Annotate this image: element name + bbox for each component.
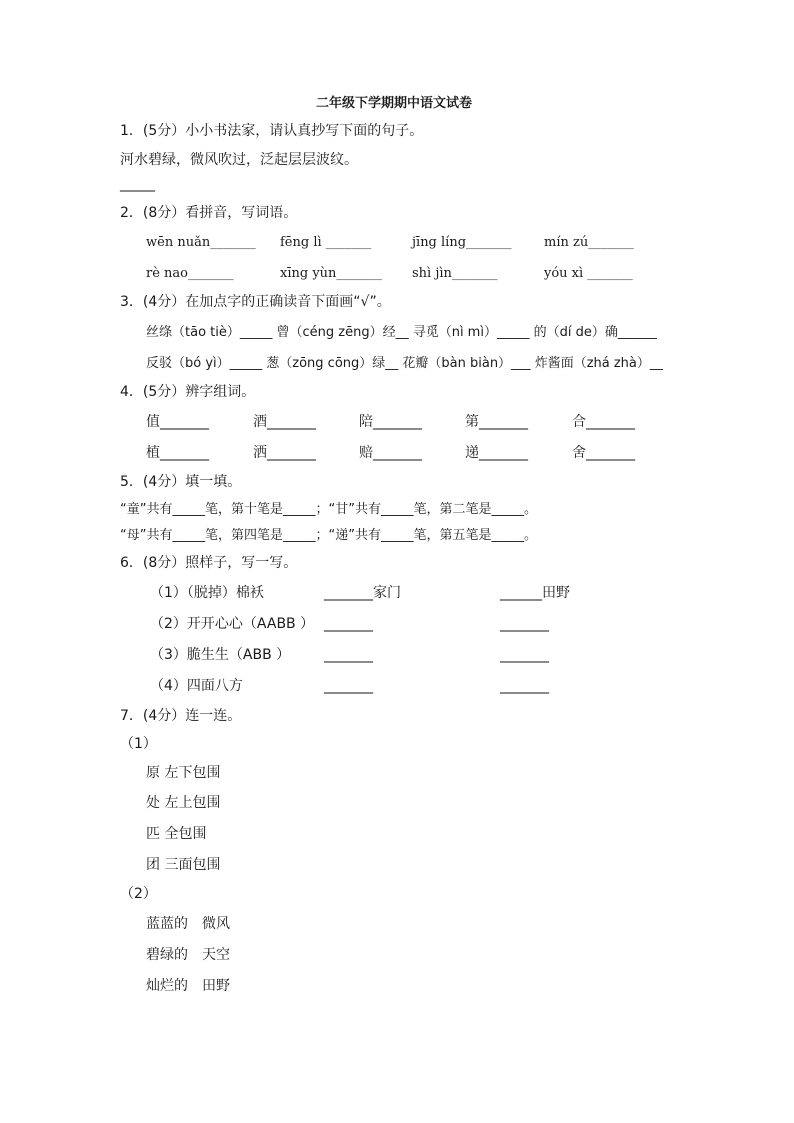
char-item[interactable]: 酒_______: [253, 414, 316, 430]
example-answer[interactable]: _______: [324, 647, 373, 663]
char-item[interactable]: 洒_______: [253, 445, 316, 461]
question-1-sentence: 河水碧绿，微风吹过，泛起层层波纹。: [120, 152, 358, 168]
match-item[interactable]: 碧绿的 天空: [146, 947, 230, 963]
pinyin-item[interactable]: yóu xì _______: [544, 266, 633, 281]
question-1-heading: 1．(5分）小小书法家，请认真抄写下面的句子。: [120, 123, 424, 139]
pinyin-item[interactable]: rè nao_______: [146, 266, 234, 281]
char-item[interactable]: 第_______: [465, 414, 528, 430]
question-5-line[interactable]: “童”共有_____笔，第十笔是_____；“甘”共有_____笔，第二笔是_____。: [120, 502, 537, 517]
question-3-heading: 3．(4分）在加点字的正确读音下面画“√”。: [120, 294, 391, 310]
example-label: （1）（脱掉）棉袄: [150, 585, 264, 601]
match-item[interactable]: 灿烂的 田野: [146, 978, 230, 994]
question-5-line[interactable]: “母”共有_____笔，第四笔是_____；“递”共有_____笔，第五笔是_____。: [120, 528, 537, 543]
char-item[interactable]: 合_______: [572, 414, 635, 430]
question-6-heading: 6．(8分）照样子，写一写。: [120, 555, 298, 571]
pinyin-item[interactable]: mín zú_______: [544, 235, 634, 250]
match-item[interactable]: 蓝蓝的 微风: [146, 916, 230, 932]
char-item[interactable]: 值_______: [146, 414, 209, 430]
pinyin-item[interactable]: jīng líng_______: [412, 235, 512, 250]
question-2-heading: 2．(8分）看拼音，写词语。: [120, 205, 298, 221]
question-5-heading: 5．(4分）填一填。: [120, 474, 242, 490]
example-label: （2）开开心心（AABB ）: [150, 616, 315, 632]
example-answer[interactable]: _______: [324, 678, 373, 694]
page-title: 二年级下学期期中语文试卷: [316, 96, 473, 111]
char-item[interactable]: 植_______: [146, 445, 209, 461]
example-label: （3）脆生生（ABB ）: [150, 647, 291, 663]
question-4-heading: 4．(5分）辨字组词。: [120, 384, 256, 400]
example-answer[interactable]: _______: [500, 616, 549, 632]
pinyin-item[interactable]: shì jìn_______: [412, 266, 498, 281]
question-7-heading: 7．(4分）连一连。: [120, 708, 242, 724]
example-answer[interactable]: _______: [500, 647, 549, 663]
example-answer[interactable]: _______: [500, 678, 549, 694]
pinyin-item[interactable]: wēn nuǎn_______: [146, 235, 256, 250]
question-3-row[interactable]: 丝绦（tāo tiè）_____ 曾（céng zēng）经__ 寻觅（nì mì）_____ 的（dí de）确______: [146, 325, 657, 340]
example-answer[interactable]: _______家门: [324, 585, 401, 601]
char-item[interactable]: 陪_______: [359, 414, 422, 430]
question-3-row[interactable]: 反驳（bó yì）_____ 葱（zōng cōng）绿__ 花瓣（bàn biàn）___ 炸酱面（zhá zhà）__: [146, 356, 663, 371]
char-item[interactable]: 舍_______: [572, 445, 635, 461]
pinyin-item[interactable]: fēng lì _______: [280, 235, 372, 250]
match-item[interactable]: 团 三面包围: [146, 857, 221, 873]
match-item[interactable]: 原 左下包围: [146, 765, 221, 781]
match-item[interactable]: 匹 全包围: [146, 826, 207, 842]
char-item[interactable]: 递_______: [465, 445, 528, 461]
match-item[interactable]: 处 左上包围: [146, 795, 221, 811]
example-answer[interactable]: _______: [324, 616, 373, 632]
example-label: （4）四面八方: [150, 678, 243, 694]
char-item[interactable]: 赔_______: [359, 445, 422, 461]
part-label: （2）: [120, 886, 157, 902]
example-answer[interactable]: ______田野: [500, 585, 570, 601]
part-label: （1）: [120, 736, 157, 752]
question-1-answer-line[interactable]: _____: [120, 176, 155, 192]
pinyin-item[interactable]: xīng yùn_______: [280, 266, 382, 281]
